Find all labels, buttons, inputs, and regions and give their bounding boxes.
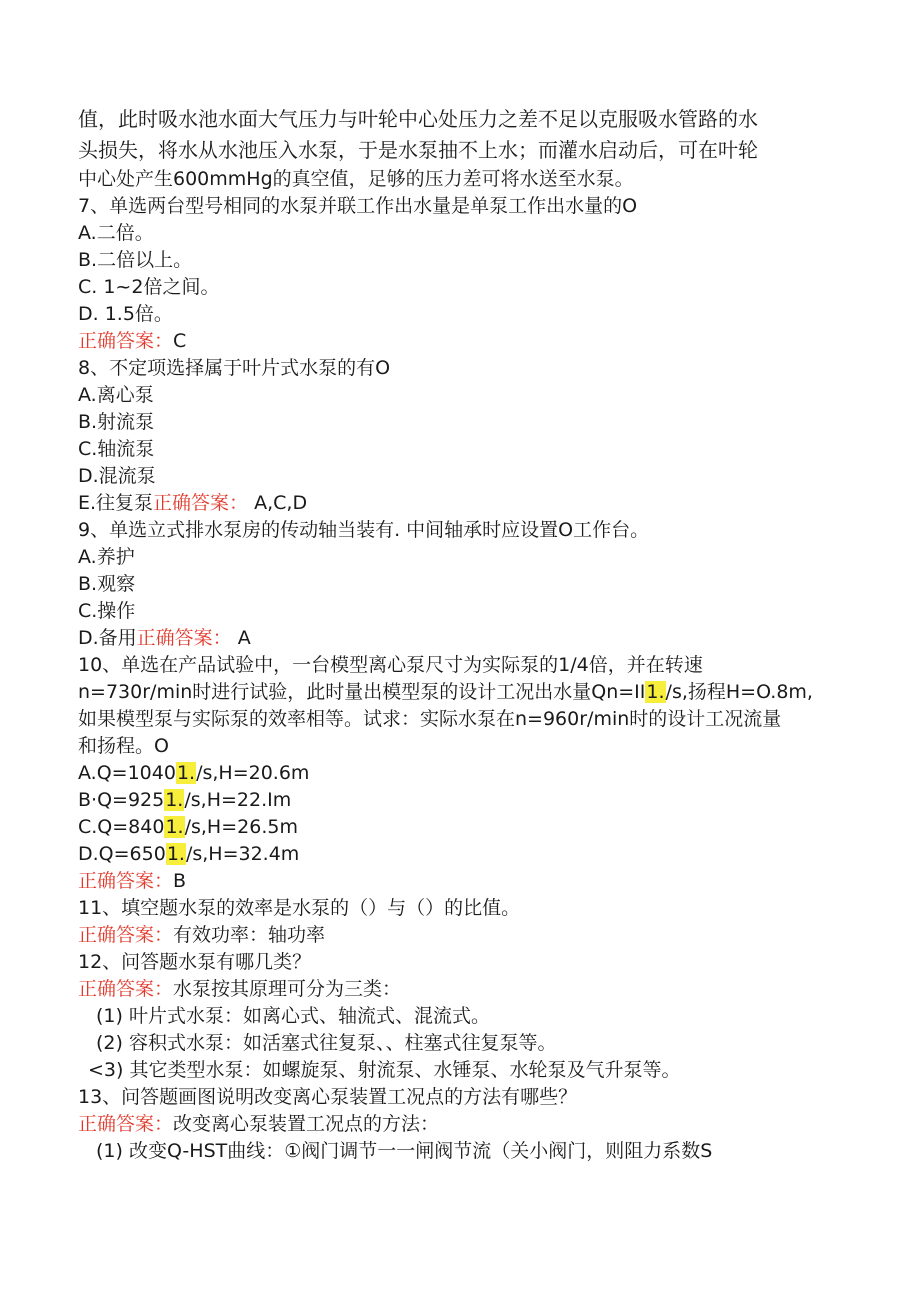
answer-value: 有效功率：轴功率 <box>173 924 326 946</box>
answer-value: 改变离心泵装置工况点的方法： <box>173 1113 440 1135</box>
highlighted-text: 1. <box>646 681 665 703</box>
document-page <box>78 104 848 1165</box>
question-10-option-c <box>78 814 848 841</box>
option-text: C.Q=840 <box>78 816 165 838</box>
question-9-stem: 9、单选立式排水泵房的传动轴当装有. 中间轴承时应设置O工作台。 <box>78 519 650 541</box>
question-10-stem-4: 和扬程。O <box>78 735 169 757</box>
question-13-point-1: (1) 改变Q-HST曲线：①阀门调节一一闸阀节流（关小阀门，则阻力系数S <box>96 1140 713 1162</box>
question-10-stem-2 <box>78 679 848 706</box>
question-9-option-a: A.养护 <box>78 546 135 568</box>
question-13-stem: 13、问答题画图说明改变离心泵装置工况点的方法有哪些？ <box>78 1086 578 1108</box>
question-8-option-d: D.混流泵 <box>78 465 156 487</box>
question-7-option-b: B.二倍以上。 <box>78 249 193 271</box>
question-7-option-a: A.二倍。 <box>78 222 154 244</box>
question-10-option-b <box>78 787 848 814</box>
question-9-option-d: D.备用 <box>78 627 137 649</box>
question-8-option-e-with-answer <box>78 490 848 517</box>
question-7-option-d: D. 1.5倍。 <box>78 303 173 325</box>
stem-text: /s,扬程H=O.8m, <box>665 681 813 703</box>
question-10-stem-3: 如果模型泵与实际泵的效率相等。试求：实际水泵在n=960r/min时的设计工况流量 <box>78 708 782 730</box>
option-text: A.Q=1040 <box>78 762 176 784</box>
answer-label: 正确答案： <box>78 870 174 892</box>
question-9-option-d-with-answer <box>78 625 848 652</box>
answer-value: C <box>173 330 187 352</box>
option-text: /s,H=22.Im <box>184 789 292 811</box>
question-7-stem: 7、单选两台型号相同的水泵并联工作出水量是单泵工作出水量的O <box>78 195 638 217</box>
question-10-answer <box>78 868 848 895</box>
answer-label: 正确答案： <box>153 492 249 514</box>
highlighted-text: 1. <box>165 816 184 838</box>
answer-label: 正确答案： <box>136 627 232 649</box>
highlighted-text: 1. <box>165 789 184 811</box>
question-8-stem: 8、不定项选择属于叶片式水泵的有O <box>78 357 391 379</box>
answer-value: 水泵按其原理可分为三类： <box>173 978 402 1000</box>
option-text: B·Q=925 <box>78 789 165 811</box>
question-8-option-e: E.往复泵 <box>78 492 154 514</box>
highlighted-text: 1. <box>166 843 185 865</box>
question-13-answer <box>78 1111 848 1138</box>
question-7-answer <box>78 328 848 355</box>
answer-label: 正确答案： <box>78 978 174 1000</box>
option-text: /s,H=20.6m <box>196 762 310 784</box>
answer-label: 正确答案： <box>78 1113 174 1135</box>
answer-value: B <box>173 870 187 892</box>
question-12-point-2: (2) 容积式水泵：如活塞式往复泵、、柱塞式往复泵等。 <box>96 1032 557 1054</box>
highlighted-text: 1. <box>176 762 196 784</box>
answer-label: 正确答案： <box>78 924 174 946</box>
option-text: /s,H=26.5m <box>184 816 298 838</box>
intro-line-1: 值，此时吸水池水面大气压力与叶轮中心处压力之差不足以克服吸水管路的水 <box>78 107 758 131</box>
question-12-point-1: (1) 叶片式水泵：如离心式、轴流式、混流式。 <box>96 1005 490 1027</box>
question-11-answer <box>78 922 848 949</box>
answer-label: 正确答案： <box>78 330 174 352</box>
question-12-point-3: <3) 其它类型水泵：如螺旋泵、射流泵、水锤泵、水轮泵及气升泵等。 <box>88 1059 681 1081</box>
question-12-stem: 12、问答题水泵有哪几类？ <box>78 951 312 973</box>
question-9-option-c: C.操作 <box>78 600 136 622</box>
answer-value: A,C,D <box>254 492 308 514</box>
answer-value: A <box>237 627 251 649</box>
option-text: D.Q=650 <box>78 843 166 865</box>
question-10-option-d <box>78 841 848 868</box>
question-10-option-a <box>78 760 848 787</box>
question-7-option-c: C. 1~2倍之间。 <box>78 276 220 298</box>
intro-line-3: 中心处产生600mmHg的真空值，足够的压力差可将水送至水泵。 <box>78 168 634 190</box>
question-10-stem-1: 10、单选在产品试验中，一台模型离心泵尺寸为实际泵的1/4倍，并在转速 <box>78 654 703 676</box>
question-11-stem: 11、填空题水泵的效率是水泵的（）与（）的比值。 <box>78 897 521 919</box>
question-8-option-c: C.轴流泵 <box>78 438 155 460</box>
intro-line-2: 头损失，将水从水池压入水泵，于是水泵抽不上水；而灌水启动后，可在叶轮 <box>78 138 758 162</box>
option-text: /s,H=32.4m <box>185 843 300 865</box>
stem-text: n=730r/min时进行试验，此时量出模型泵的设计工况出水量Qn=II <box>78 681 646 703</box>
question-12-answer <box>78 976 848 1003</box>
question-8-option-b: B.射流泵 <box>78 411 155 433</box>
question-9-option-b: B.观察 <box>78 573 136 595</box>
question-8-option-a: A.离心泵 <box>78 384 154 406</box>
